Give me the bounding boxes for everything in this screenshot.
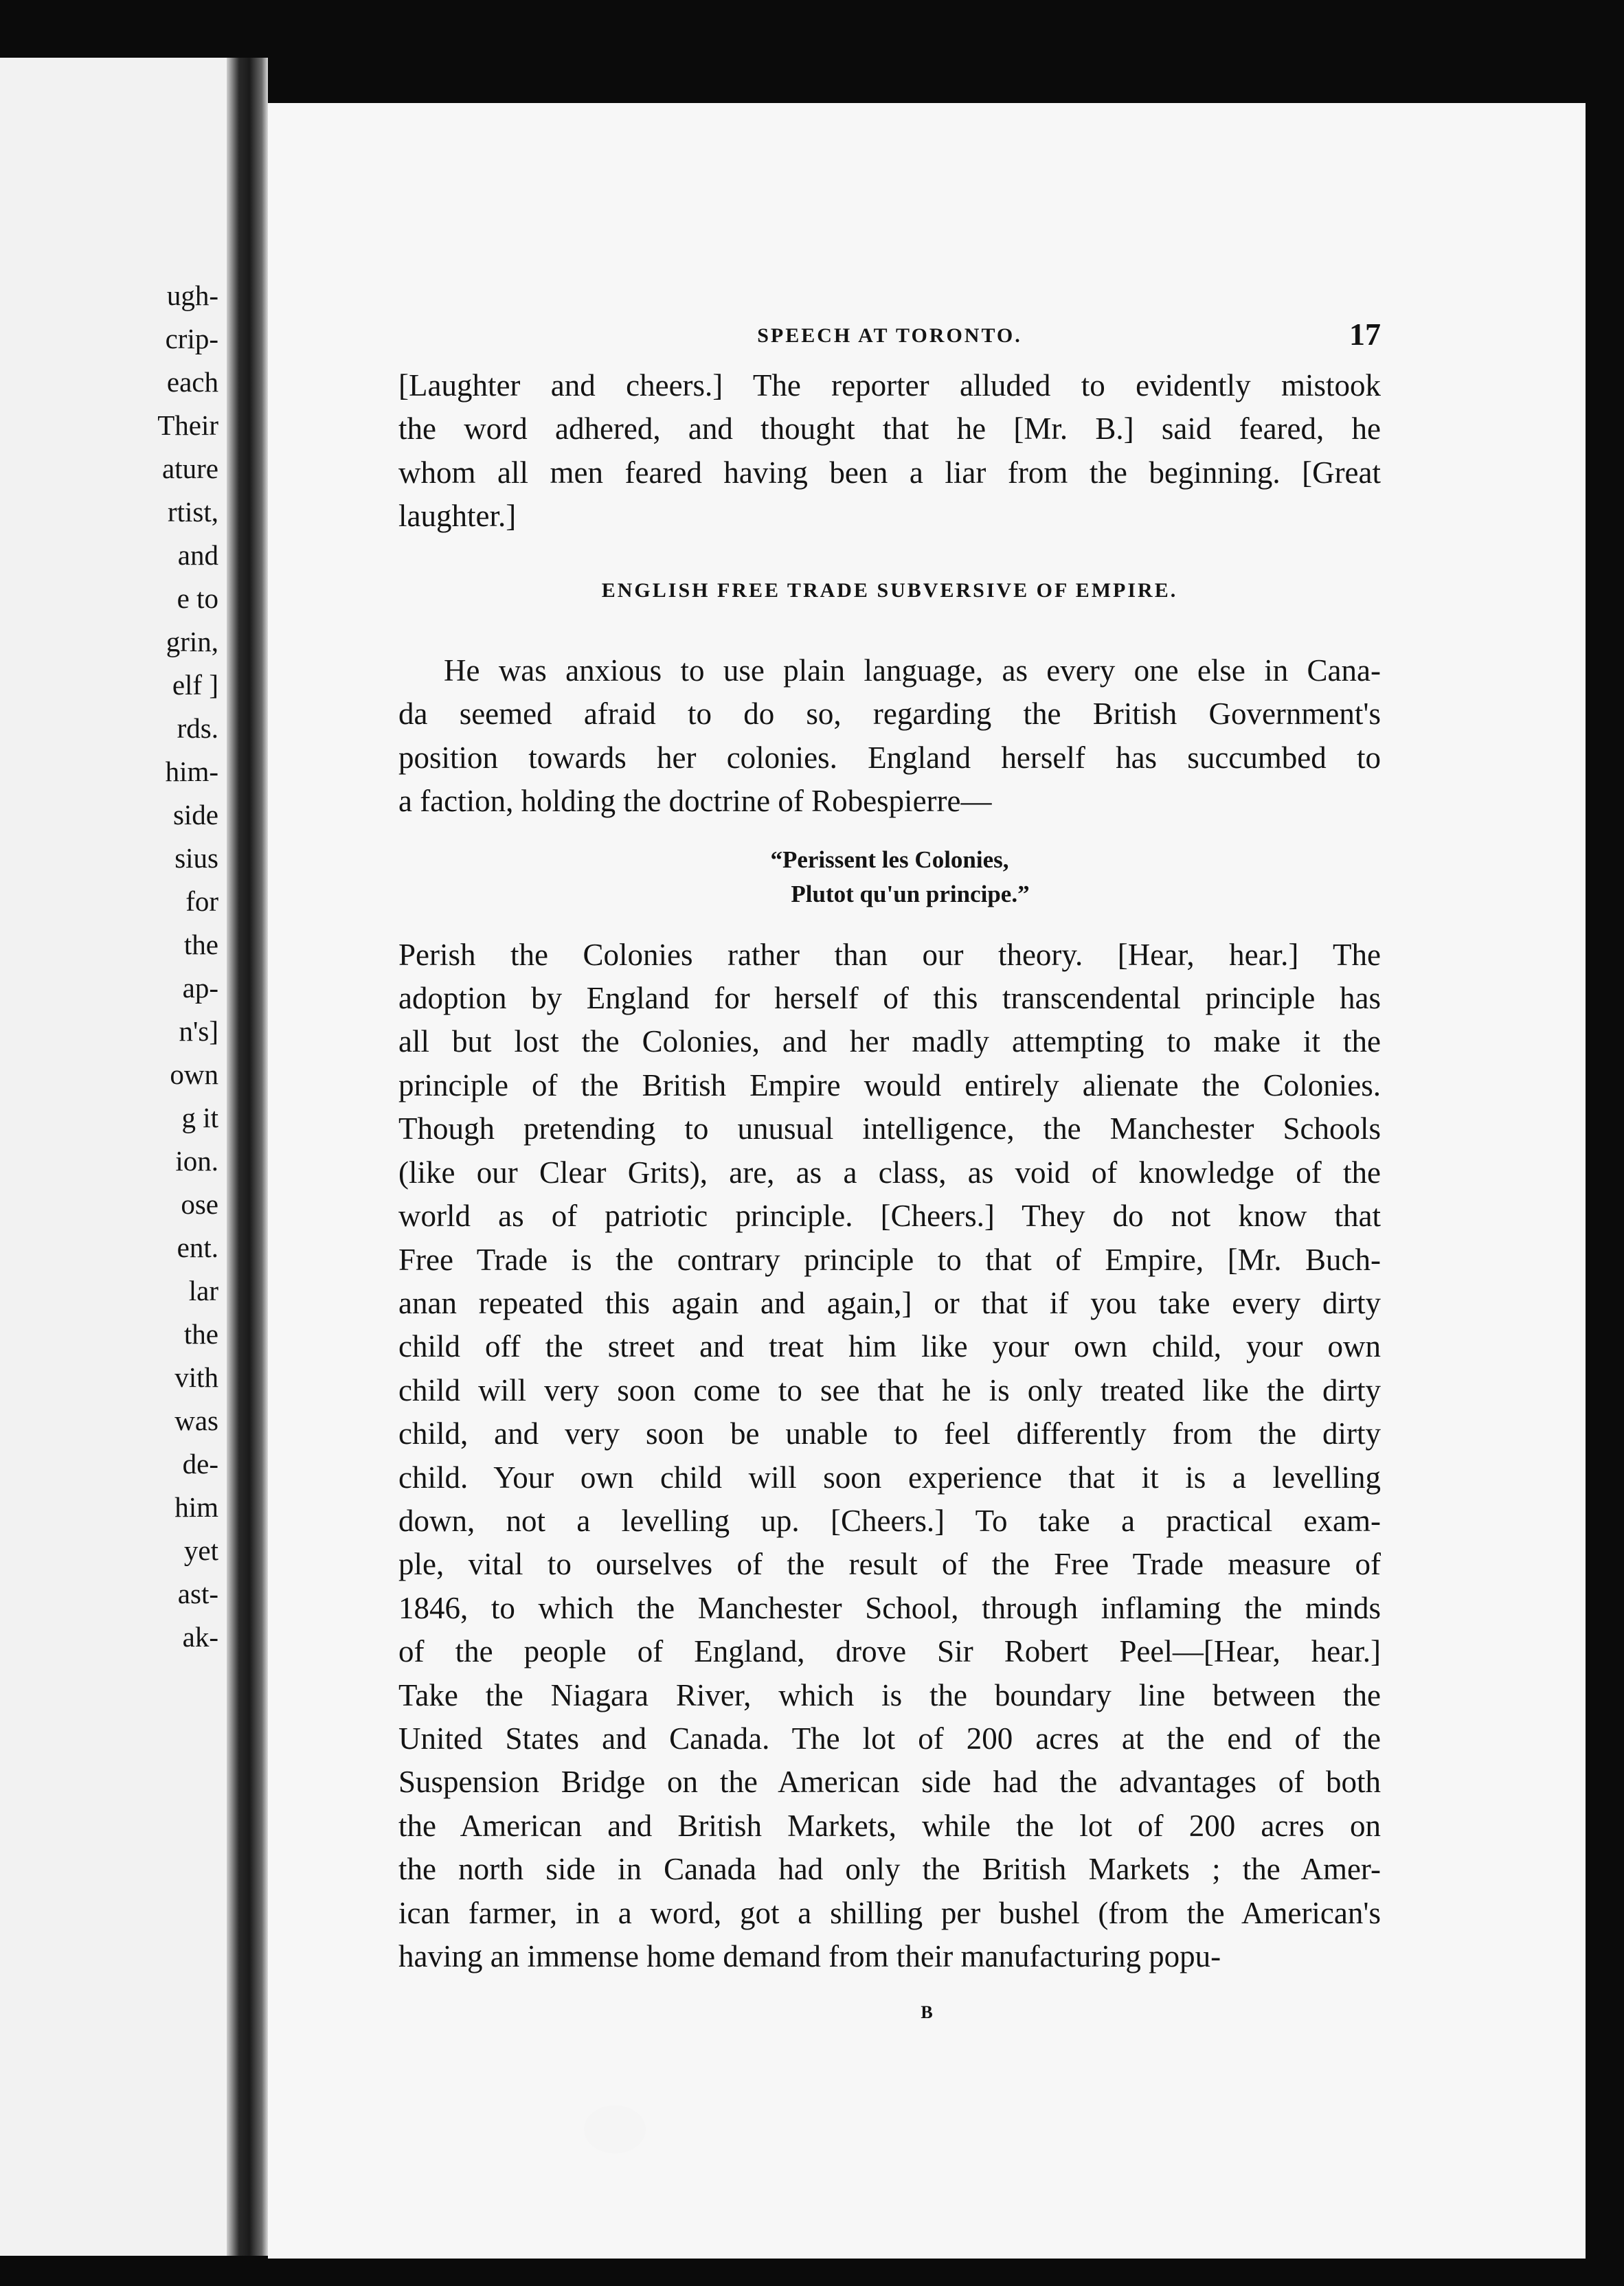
text-line: United States and Canada. The lot of 200 acres at the end of the (398, 1721, 1381, 1756)
text-line: adoption by England for herself of this transcendental principle has (398, 981, 1381, 1016)
text-line: da seemed afraid to do so, regarding the British Government's (398, 697, 1381, 732)
body-text (398, 364, 1381, 1978)
left-page-fragment: rtist, (167, 496, 218, 528)
text-line: ican farmer, in a word, got a shilling per bushel (from the American's (398, 1895, 1381, 1930)
page-number: 17 (1349, 317, 1381, 352)
text-line: Though pretending to unusual intelligence, the Manchester Schools (398, 1111, 1381, 1146)
left-page-fragment: each (166, 366, 218, 398)
paper-speck (584, 2105, 646, 2153)
left-page-fragment: ion. (175, 1145, 218, 1177)
text-line: of the people of England, drove Sir Robert Peel—[Hear, hear.] (398, 1634, 1381, 1669)
text-line: world as of patriotic principle. [Cheers.] They do not know that (398, 1199, 1381, 1234)
block-quote (398, 843, 1381, 912)
left-page-fragment: for (185, 885, 218, 917)
left-page-fragment: rds. (177, 712, 218, 744)
text-line: [Laughter and cheers.] The reporter alluded to evidently mistook (398, 368, 1381, 403)
left-page-fragment: side (172, 799, 218, 830)
text-line: child, and very soon be unable to feel differently from the dirty (398, 1416, 1381, 1451)
left-page-fragment: the (183, 1318, 218, 1350)
text-line: whom all men feared having been a liar from the beginning. [Great (398, 455, 1381, 490)
left-page-fragment: lar (188, 1275, 218, 1306)
text-line: child off the street and treat him like your own child, your own (398, 1329, 1381, 1364)
text-line: Suspension Bridge on the American side had the advantages of both (398, 1765, 1381, 1800)
left-page-fragment: vith (174, 1361, 218, 1393)
text-line: the word adhered, and thought that he [Mr. B.] said feared, he (398, 411, 1381, 446)
left-page-fragment: ak- (182, 1621, 218, 1653)
left-page-fragment: own (170, 1059, 218, 1090)
text-line: He was anxious to use plain language, as every one else in Cana- (444, 653, 1381, 688)
text-line: Free Trade is the contrary principle to that of Empire, [Mr. Buch- (398, 1242, 1381, 1277)
left-page-fragment: him- (165, 756, 218, 787)
left-page-fragment: ap- (182, 972, 218, 1004)
text-line: ple, vital to ourselves of the result of the Free Trade measure of (398, 1547, 1381, 1582)
left-page-fragment: de- (182, 1448, 218, 1480)
text-line: the north side in Canada had only the British Markets ; the Amer- (398, 1852, 1381, 1887)
text-line: (like our Clear Grits), are, as a class, as void of knowledge of the (398, 1155, 1381, 1190)
paragraph-2 (398, 649, 1381, 824)
quote-line-2: Plutot qu'un principe.” (791, 880, 1030, 907)
signature-mark: B (921, 2002, 933, 2022)
left-page-fragment: ent. (177, 1232, 218, 1263)
text-line: down, not a levelling up. [Cheers.] To take a practical exam- (398, 1503, 1381, 1538)
text-line: 1846, to which the Manchester School, through inflaming the minds (398, 1590, 1381, 1625)
left-page-fragment: Their (157, 409, 218, 441)
left-page-fragment: the (183, 929, 218, 960)
left-page-fragment: g it (181, 1102, 218, 1133)
left-page-fragment: ast- (177, 1578, 218, 1609)
left-page-fragment: elf ] (172, 669, 218, 701)
left-page-fragment: ature (162, 453, 218, 484)
left-page-fragment: grin, (166, 626, 218, 657)
left-page-fragment: ugh- (166, 280, 218, 311)
book-gutter (227, 58, 268, 2256)
left-page-fragment: e to (177, 582, 218, 614)
text-line: position towards her colonies. England herself has succumbed to (398, 740, 1381, 775)
paragraph-3 (398, 933, 1381, 1979)
left-page-fragment: crip- (165, 323, 218, 354)
text-line: the American and British Markets, while the lot of 200 acres on (398, 1808, 1381, 1843)
left-page-fragment: sius (174, 842, 218, 874)
left-page-fragment: n's] (179, 1015, 218, 1047)
paragraph-1 (398, 364, 1381, 539)
text-line: having an immense home demand from their manufacturing popu- (398, 1939, 1221, 1973)
left-page-fragment: yet (183, 1535, 218, 1566)
left-page-fragment: and (177, 539, 218, 571)
text-line: laughter.] (398, 499, 517, 534)
running-head (398, 316, 1381, 359)
text-line: child. Your own child will soon experience that it is a levelling (398, 1460, 1381, 1495)
left-page-fragment: ose (181, 1188, 218, 1220)
running-head-title: SPEECH AT TORONTO. (757, 324, 1022, 347)
text-line: anan repeated this again and again,] or that if you take every dirty (398, 1285, 1381, 1320)
left-page-edge (0, 58, 227, 2256)
quote-line-1: “Perissent les Colonies, (770, 846, 1009, 873)
text-line: principle of the British Empire would entirely alienate the Colonies. (398, 1067, 1381, 1102)
text-line: all but lost the Colonies, and her madly attempting to make it the (398, 1024, 1381, 1059)
text-line: a faction, holding the doctrine of Robespierre— (398, 784, 992, 819)
text-line: child will very soon come to see that he is only treated like the dirty (398, 1372, 1381, 1407)
left-page-fragment: was (174, 1405, 218, 1436)
section-heading: ENGLISH FREE TRADE SUBVERSIVE OF EMPIRE. (601, 578, 1178, 602)
text-line: Perish the Colonies rather than our theory. [Hear, hear.] The (398, 937, 1381, 972)
page (268, 103, 1586, 2259)
left-page-fragment: him (174, 1491, 218, 1523)
text-line: Take the Niagara River, which is the boundary line between the (398, 1677, 1381, 1712)
